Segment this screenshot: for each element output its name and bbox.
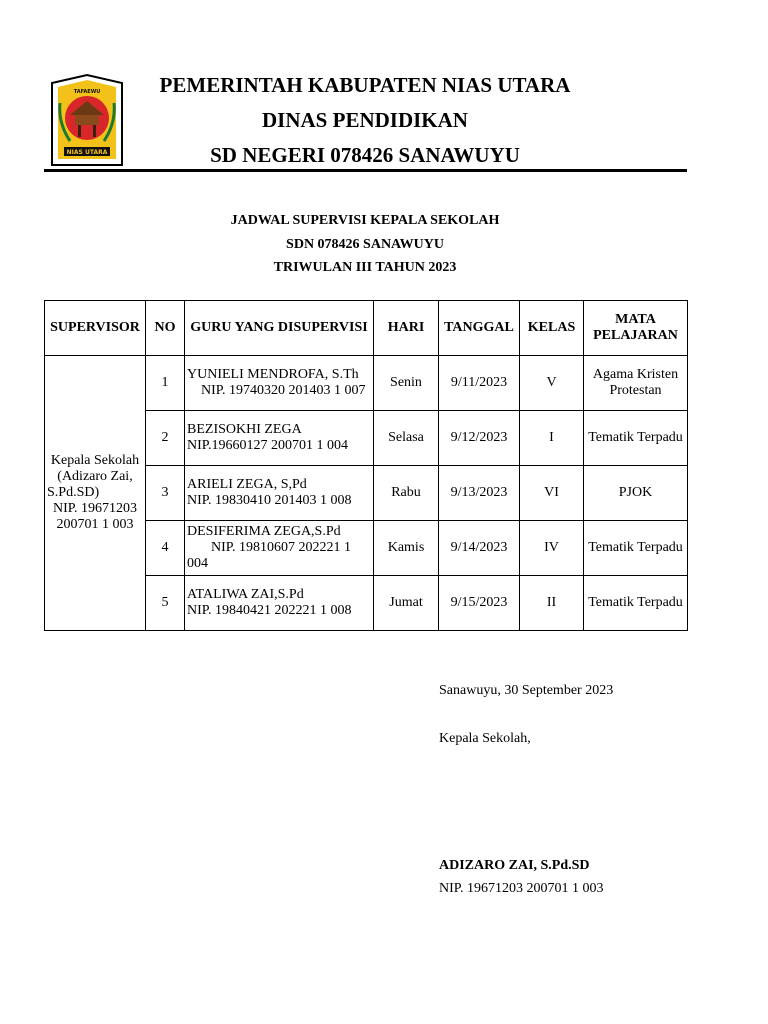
row-no: 1 [146,356,185,411]
document-title: JADWAL SUPERVISI KEPALA SEKOLAH [230,213,500,228]
col-header-guru: GURU YANG DISUPERVISI [185,301,374,356]
col-header-supervisor: SUPERVISOR [45,301,146,356]
document-period: TRIWULAN III TAHUN 2023 [273,260,457,275]
row-kelas: II [520,576,584,631]
teacher-name: DESIFERIMA ZEGA,S.Pd [187,524,341,539]
col-header-no: NO [146,301,185,356]
row-hari: Senin [374,356,439,411]
supervisor-cell [45,356,146,631]
supervisor-line: Kepala Sekolah [50,453,140,468]
svg-text:TAFAEWU: TAFAEWU [73,89,101,95]
row-mapel: Agama Kristen Protestan [584,356,688,411]
row-kelas: VI [520,466,584,521]
teacher-name: BEZISOKHI ZEGA [187,422,302,437]
teacher-cell [185,356,374,411]
row-tanggal: 9/13/2023 [439,466,520,521]
teacher-nip: NIP.19660127 200701 1 004 [187,438,349,453]
teacher-name: ARIELI ZEGA, S,Pd [187,477,307,492]
row-tanggal: 9/14/2023 [439,521,520,576]
table-header-row [45,301,688,356]
svg-text:NIAS UTARA: NIAS UTARA [66,149,108,156]
supervisor-line: (Adizaro Zai, [57,469,133,484]
teacher-cell [185,466,374,521]
supervisor-line: 200701 1 003 [56,517,134,532]
col-header-hari: HARI [374,301,439,356]
row-mapel: Tematik Terpadu [584,521,688,576]
document-school: SDN 078426 SANAWUYU [286,237,444,252]
row-no: 5 [146,576,185,631]
row-kelas: V [520,356,584,411]
teacher-name: ATALIWA ZAI,S.Pd [187,587,304,602]
teacher-nip-continued: 004 [187,556,208,571]
supervision-schedule-table [44,300,688,631]
department-name: DINAS PENDIDIKAN [262,108,468,132]
row-mapel: Tematik Terpadu [584,576,688,631]
row-hari: Kamis [374,521,439,576]
row-hari: Rabu [374,466,439,521]
row-no: 2 [146,411,185,466]
row-mapel: Tematik Terpadu [584,411,688,466]
teacher-name: YUNIELI MENDROFA, S.Th [187,367,359,382]
row-no: 3 [146,466,185,521]
row-hari: Selasa [374,411,439,466]
col-header-mapel [584,301,688,356]
row-tanggal: 9/15/2023 [439,576,520,631]
teacher-cell [185,521,374,576]
signature-nip: NIP. 19671203 200701 1 003 [439,881,604,896]
header-divider [44,169,687,172]
agency-name: PEMERINTAH KABUPATEN NIAS UTARA [159,73,571,97]
table-row [45,356,688,411]
row-tanggal: 9/12/2023 [439,411,520,466]
row-hari: Jumat [374,576,439,631]
row-kelas: IV [520,521,584,576]
row-tanggal: 9/11/2023 [439,356,520,411]
col-header-tanggal: TANGGAL [439,301,520,356]
teacher-nip: NIP. 19810607 202221 1 [211,540,352,555]
signature-name: ADIZARO ZAI, S.Pd.SD [439,858,590,873]
school-name: SD NEGERI 078426 SANAWUYU [210,143,520,167]
row-mapel: PJOK [584,466,688,521]
teacher-cell [185,411,374,466]
teacher-nip: NIP. 19740320 201403 1 007 [201,383,366,398]
mapel-header-line1: MATA [615,312,656,327]
teacher-nip: NIP. 19830410 201403 1 008 [187,493,352,508]
teacher-nip: NIP. 19840421 202221 1 008 [187,603,352,618]
row-no: 4 [146,521,185,576]
row-kelas: I [520,411,584,466]
signature-role: Kepala Sekolah, [439,731,531,746]
mapel-header-line2: PELAJARAN [593,328,678,343]
teacher-cell [185,576,374,631]
col-header-kelas: KELAS [520,301,584,356]
supervisor-line: NIP. 19671203 [52,501,137,516]
signature-place-date: Sanawuyu, 30 September 2023 [439,683,614,698]
supervisor-line: S.Pd.SD) [47,485,100,500]
